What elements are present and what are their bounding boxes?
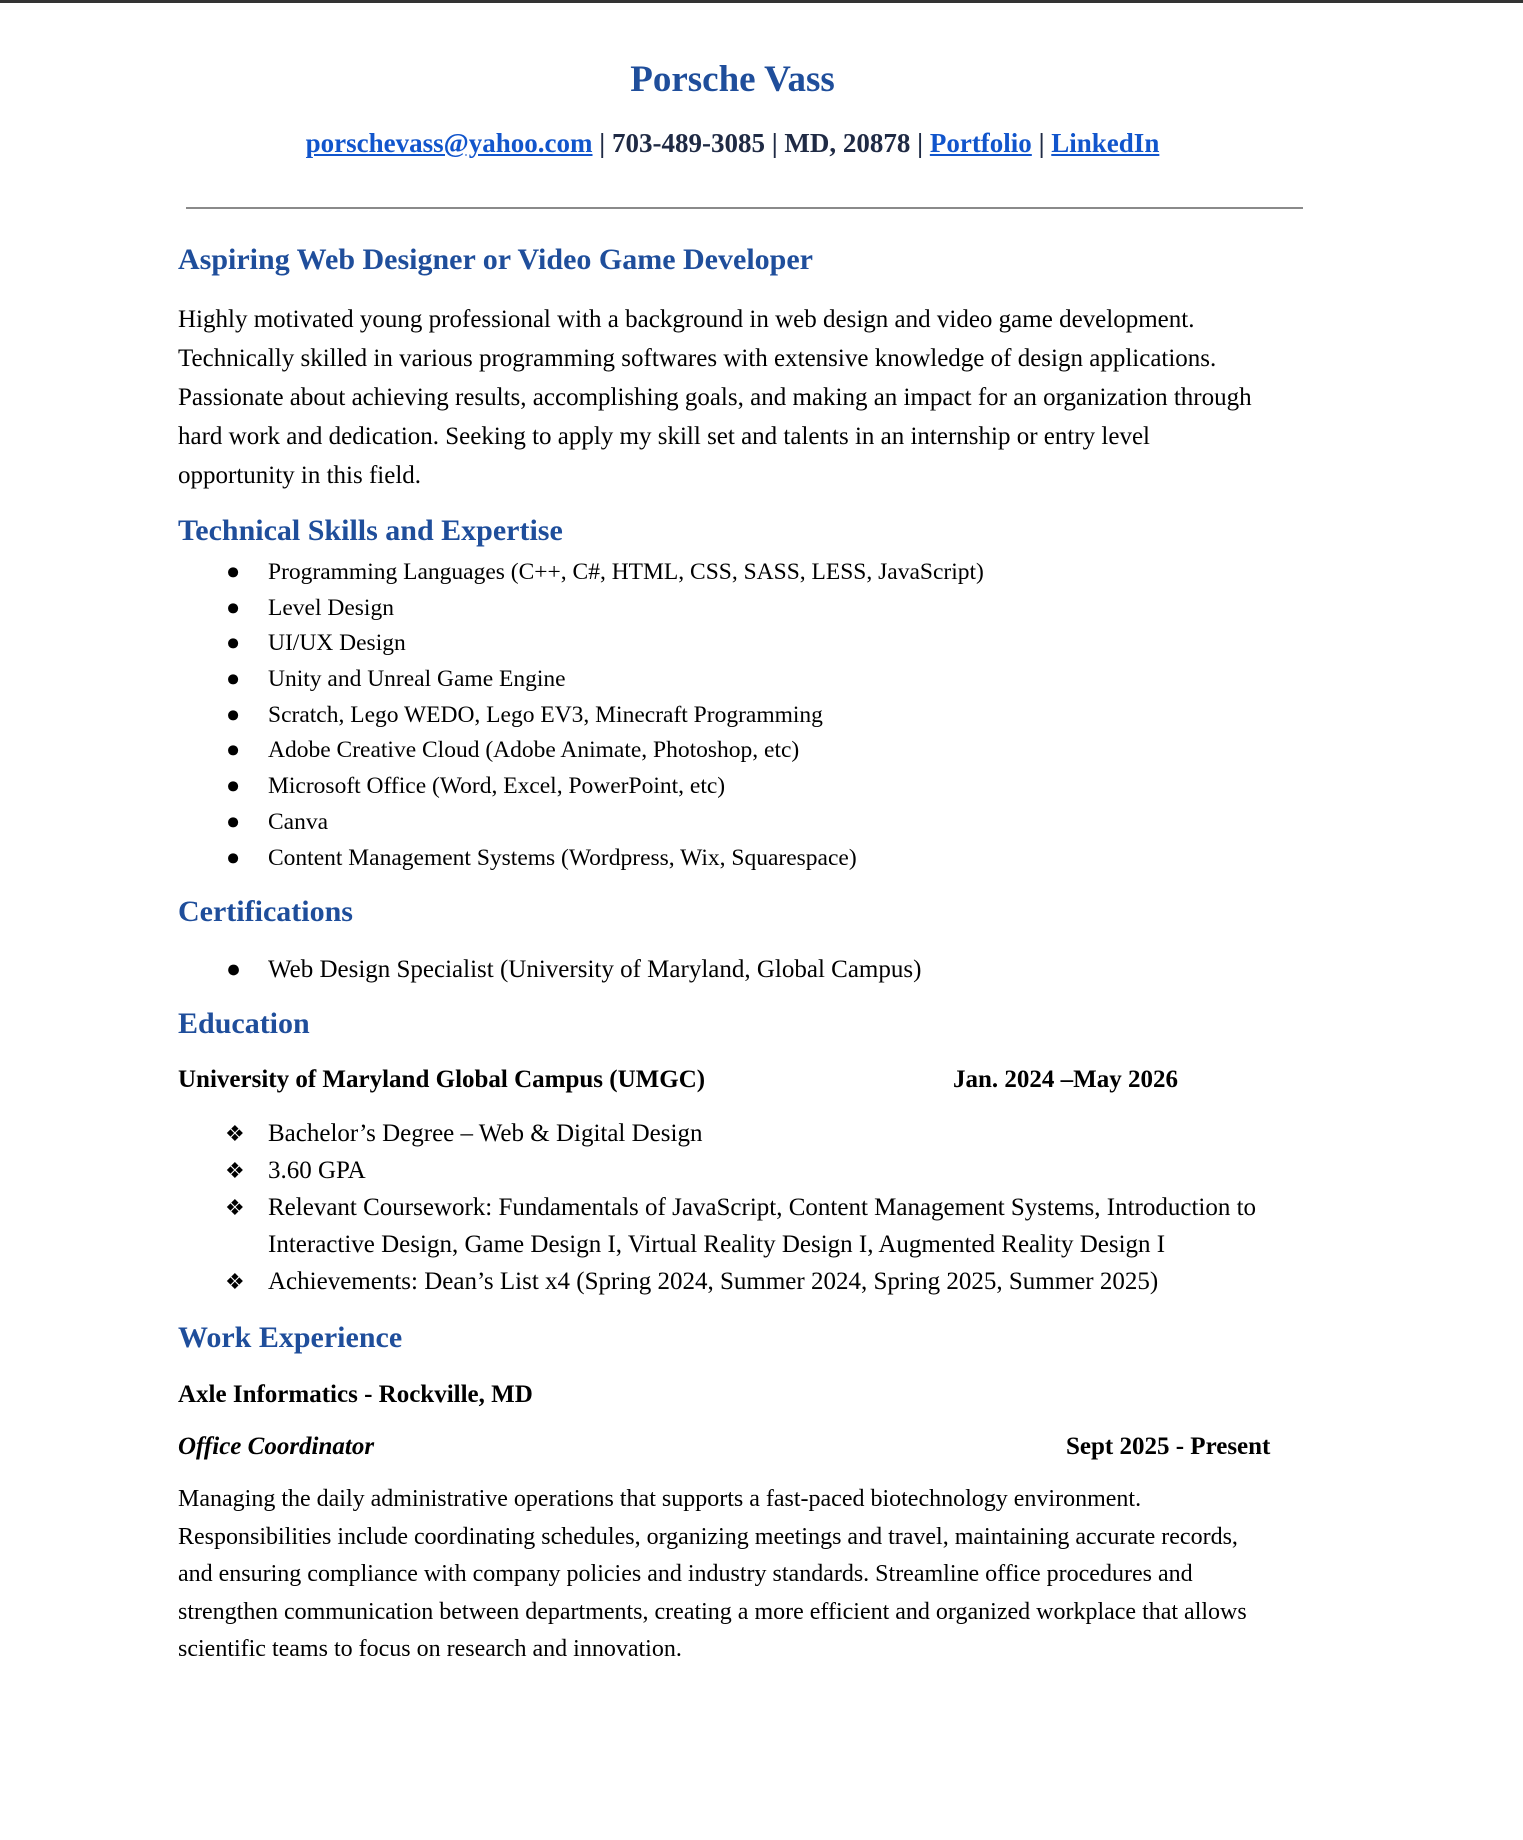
portfolio-link[interactable]: Portfolio (929, 128, 1032, 158)
summary-paragraph (178, 300, 1318, 495)
bullet-icon: ● (226, 808, 241, 835)
bullet-icon: ● (226, 594, 241, 621)
list-item: ● Unity and Unreal Game Engine (178, 662, 984, 698)
description-line: scientific teams to focus on research and innovation. (178, 1636, 682, 1662)
skills-list (178, 555, 984, 876)
list-item: ● Content Management Systems (Wordpress, Wix, Squarespace) (178, 841, 984, 877)
contact-line (0, 128, 1465, 159)
phone-number: 703-489-3085 (611, 128, 765, 158)
list-item: ❖ Bachelor’s Degree – Web & Digital Design (178, 1115, 1318, 1152)
list-item: ● Scratch, Lego WEDO, Lego EV3, Minecraft Programming (178, 698, 984, 734)
location: MD, 20878 (784, 128, 911, 158)
list-item: ❖ 3.60 GPA (178, 1152, 1318, 1189)
list-item: ● Level Design (178, 591, 984, 627)
summary-line: Technically skilled in various programming softwares with extensive knowledge of design applications. (178, 345, 1217, 372)
education-list (178, 1115, 1318, 1300)
skills-heading: Technical Skills and Expertise (178, 514, 563, 547)
bullet-icon: ● (226, 630, 241, 657)
list-item: ● Adobe Creative Cloud (Adobe Animate, Photoshop, etc) (178, 733, 984, 769)
top-border (0, 0, 1523, 3)
summary-line: Highly motivated young professional with a background in web design and video game development. (178, 306, 1195, 333)
bullet-icon: ● (226, 701, 241, 728)
description-line: strengthen communication between departments, creating a more efficient and organized workplace that allows (178, 1598, 1247, 1625)
description-line: and ensuring compliance with company policies and industry standards. Streamline office procedures and (178, 1561, 1193, 1587)
separator: | (1038, 128, 1045, 158)
email-link[interactable]: porschevass@yahoo.com (305, 128, 593, 158)
header-divider (186, 207, 1303, 209)
work-heading: Work Experience (178, 1321, 403, 1354)
list-item: ❖ Relevant Coursework: Fundamentals of JavaScript, Content Management Systems, Introduction to Interactive Design, Game Design I, Virtual Reality Design I, Augmented Reality Design I (178, 1189, 1318, 1263)
linkedin-link[interactable]: LinkedIn (1051, 128, 1160, 158)
list-item: ● Canva (178, 805, 984, 841)
bullet-icon: ● (226, 737, 241, 764)
bullet-icon: ● (226, 559, 241, 585)
separator: | (917, 128, 924, 158)
diamond-bullet-icon: ❖ (225, 1121, 245, 1146)
summary-line: hard work and dedication. Seeking to apply my skill set and talents in an internship or entry level (178, 423, 1150, 450)
education-dates: Jan. 2024 –May 2026 (953, 1066, 1178, 1093)
list-item: ● Microsoft Office (Word, Excel, PowerPoint, etc) (178, 769, 984, 805)
bullet-icon: ● (226, 844, 241, 871)
bullet-icon: ● (226, 666, 241, 693)
education-heading: Education (178, 1007, 310, 1040)
certifications-heading: Certifications (178, 895, 353, 928)
diamond-bullet-icon: ❖ (225, 1158, 245, 1183)
summary-line: opportunity in this field. (178, 462, 422, 489)
description-line: Responsibilities include coordinating schedules, organizing meetings and travel, maintaining accurate records, (178, 1523, 1238, 1550)
description-line: Managing the daily administrative operations that supports a fast-paced biotechnology environment. (178, 1486, 1142, 1512)
job-dates: Sept 2025 - Present (1066, 1433, 1271, 1460)
list-item: ● Programming Languages (C++, C#, HTML, CSS, SASS, LESS, JavaScript) (178, 555, 984, 591)
summary-heading: Aspiring Web Designer or Video Game Developer (178, 243, 813, 276)
diamond-bullet-icon: ❖ (225, 1269, 245, 1294)
school-name: University of Maryland Global Campus (UMGC) (178, 1066, 706, 1093)
resume-name: Porsche Vass (630, 59, 835, 100)
list-item: ● UI/UX Design (178, 626, 984, 662)
list-item: ● Web Design Specialist (University of Maryland, Global Campus) (178, 952, 921, 988)
job-title: Office Coordinator (178, 1433, 375, 1460)
separator: | (599, 128, 606, 158)
job-description (178, 1481, 1338, 1669)
bullet-icon: ● (226, 956, 242, 983)
separator: | (771, 128, 778, 158)
certifications-list (178, 952, 921, 988)
bullet-icon: ● (226, 773, 241, 800)
company-name: Axle Informatics - Rockville, MD (178, 1381, 533, 1408)
diamond-bullet-icon: ❖ (225, 1195, 245, 1220)
list-item: ❖ Achievements: Dean’s List x4 (Spring 2024, Summer 2024, Spring 2025, Summer 2025) (178, 1263, 1318, 1300)
summary-line: Passionate about achieving results, accomplishing goals, and making an impact for an organization through (178, 384, 1252, 411)
